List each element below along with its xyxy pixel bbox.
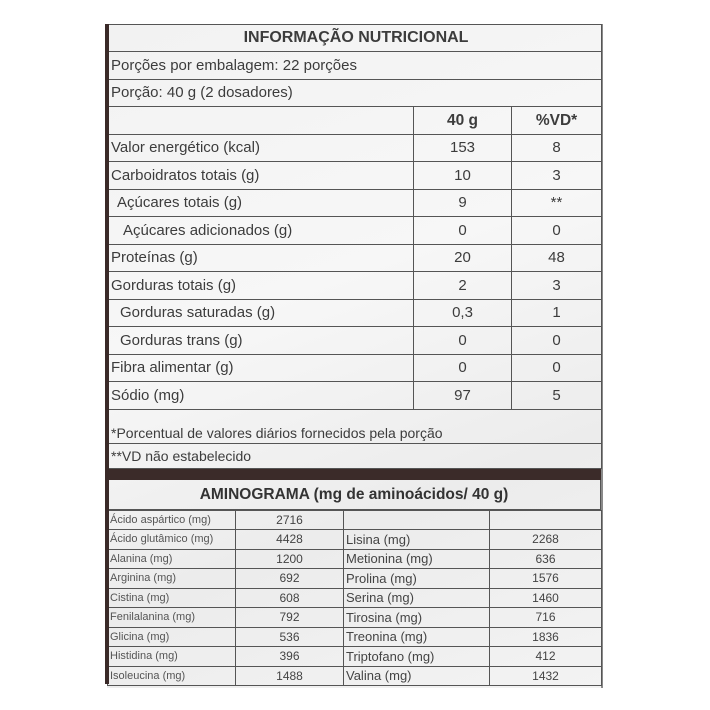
nutrient-row bbox=[108, 134, 602, 162]
nutrient-row bbox=[108, 217, 602, 245]
amino-label bbox=[344, 510, 490, 530]
amino-label: Arginina (mg) bbox=[108, 569, 236, 589]
amino-value: 2268 bbox=[490, 530, 602, 550]
amino-value: 692 bbox=[236, 569, 344, 589]
amino-value: 792 bbox=[236, 608, 344, 628]
nutrition-label bbox=[107, 24, 603, 688]
nutrient-amount: 153 bbox=[414, 134, 512, 162]
amino-value: 412 bbox=[490, 647, 602, 667]
nutrient-label: Gorduras trans (g) bbox=[108, 327, 414, 355]
nutrient-label: Açúcares totais (g) bbox=[108, 189, 414, 217]
footnote-row bbox=[108, 443, 602, 468]
footnote-dv: *Porcentual de valores diários fornecidos pela porção bbox=[108, 409, 602, 443]
nutrient-amount: 10 bbox=[414, 162, 512, 190]
nutrient-row bbox=[108, 299, 602, 327]
nutrient-row bbox=[108, 189, 602, 217]
nutrient-label: Proteínas (g) bbox=[108, 244, 414, 272]
nutrient-amount: 0 bbox=[414, 354, 512, 382]
footnote-row bbox=[108, 409, 602, 443]
amino-label: Tirosina (mg) bbox=[344, 608, 490, 628]
nutrient-label: Sódio (mg) bbox=[108, 382, 414, 410]
aminogram-title: AMINOGRAMA (mg de aminoácidos/ 40 g) bbox=[107, 480, 601, 510]
amino-value: 1576 bbox=[490, 569, 602, 589]
nutrient-label: Gorduras totais (g) bbox=[108, 272, 414, 300]
nutrient-amount: 2 bbox=[414, 272, 512, 300]
servings-row bbox=[108, 52, 602, 80]
amino-value: 1432 bbox=[490, 666, 602, 686]
amino-label: Ácido aspártico (mg) bbox=[108, 510, 236, 530]
amino-label: Ácido glutâmico (mg) bbox=[108, 530, 236, 550]
nutrient-amount: 20 bbox=[414, 244, 512, 272]
amino-label: Glicina (mg) bbox=[108, 627, 236, 647]
amino-value bbox=[490, 510, 602, 530]
nutrient-label: Açúcares adicionados (g) bbox=[108, 217, 414, 245]
amino-label: Triptofano (mg) bbox=[344, 647, 490, 667]
nutrient-dv: 8 bbox=[512, 134, 602, 162]
nutrient-amount: 9 bbox=[414, 189, 512, 217]
aminogram-row bbox=[108, 588, 602, 608]
amino-value: 716 bbox=[490, 608, 602, 628]
amino-value: 1200 bbox=[236, 549, 344, 569]
aminogram-row bbox=[108, 530, 602, 550]
amino-label: Metionina (mg) bbox=[344, 549, 490, 569]
nutrient-dv: 1 bbox=[512, 299, 602, 327]
aminogram-row bbox=[108, 510, 602, 530]
amino-label: Treonina (mg) bbox=[344, 627, 490, 647]
nutrient-label: Carboidratos totais (g) bbox=[108, 162, 414, 190]
header-amount: 40 g bbox=[414, 107, 512, 135]
amino-value: 396 bbox=[236, 647, 344, 667]
nutrient-dv: ** bbox=[512, 189, 602, 217]
nutrient-dv: 5 bbox=[512, 382, 602, 410]
amino-label: Alanina (mg) bbox=[108, 549, 236, 569]
amino-label: Prolina (mg) bbox=[344, 569, 490, 589]
amino-value: 4428 bbox=[236, 530, 344, 550]
nutrient-amount: 97 bbox=[414, 382, 512, 410]
serving-size: Porção: 40 g (2 dosadores) bbox=[108, 79, 602, 107]
nutrient-label: Gorduras saturadas (g) bbox=[108, 299, 414, 327]
amino-label: Cistina (mg) bbox=[108, 588, 236, 608]
nutrient-row bbox=[108, 244, 602, 272]
amino-label: Serina (mg) bbox=[344, 588, 490, 608]
servings-per-package: Porções por embalagem: 22 porções bbox=[108, 52, 602, 80]
nutrition-title: INFORMAÇÃO NUTRICIONAL bbox=[108, 25, 602, 52]
nutrient-row bbox=[108, 162, 602, 190]
amino-value: 2716 bbox=[236, 510, 344, 530]
aminogram-row bbox=[108, 549, 602, 569]
amino-label: Fenilalanina (mg) bbox=[108, 608, 236, 628]
amino-value: 1460 bbox=[490, 588, 602, 608]
nutrient-dv: 3 bbox=[512, 162, 602, 190]
nutrient-row bbox=[108, 354, 602, 382]
nutrient-row bbox=[108, 327, 602, 355]
amino-value: 636 bbox=[490, 549, 602, 569]
amino-label: Lisina (mg) bbox=[344, 530, 490, 550]
nutrient-label: Valor energético (kcal) bbox=[108, 134, 414, 162]
amino-value: 1836 bbox=[490, 627, 602, 647]
nutrient-dv: 0 bbox=[512, 327, 602, 355]
aminogram-row bbox=[108, 647, 602, 667]
nutrient-label: Fibra alimentar (g) bbox=[108, 354, 414, 382]
footnote-not-established: **VD não estabelecido bbox=[108, 443, 602, 468]
nutrient-row bbox=[108, 272, 602, 300]
nutrient-dv: 48 bbox=[512, 244, 602, 272]
aminogram-row bbox=[108, 608, 602, 628]
header-dv: %VD* bbox=[512, 107, 602, 135]
aminogram-row bbox=[108, 666, 602, 686]
aminogram-table bbox=[107, 510, 602, 687]
column-header-row bbox=[108, 107, 602, 135]
amino-value: 536 bbox=[236, 627, 344, 647]
serving-size-row bbox=[108, 79, 602, 107]
amino-label: Isoleucina (mg) bbox=[108, 666, 236, 686]
nutrient-amount: 0 bbox=[414, 327, 512, 355]
nutrient-amount: 0 bbox=[414, 217, 512, 245]
nutrition-table bbox=[107, 24, 602, 469]
title-row bbox=[108, 25, 602, 52]
nutrient-dv: 0 bbox=[512, 354, 602, 382]
aminogram-row bbox=[108, 569, 602, 589]
nutrient-dv: 3 bbox=[512, 272, 602, 300]
nutrient-row bbox=[108, 382, 602, 410]
nutrient-amount: 0,3 bbox=[414, 299, 512, 327]
amino-label: Valina (mg) bbox=[344, 666, 490, 686]
amino-label: Histidina (mg) bbox=[108, 647, 236, 667]
nutrient-dv: 0 bbox=[512, 217, 602, 245]
aminogram-row bbox=[108, 627, 602, 647]
divider-bar bbox=[107, 469, 601, 480]
amino-value: 1488 bbox=[236, 666, 344, 686]
amino-value: 608 bbox=[236, 588, 344, 608]
package-edge bbox=[105, 24, 109, 684]
header-blank bbox=[108, 107, 414, 135]
